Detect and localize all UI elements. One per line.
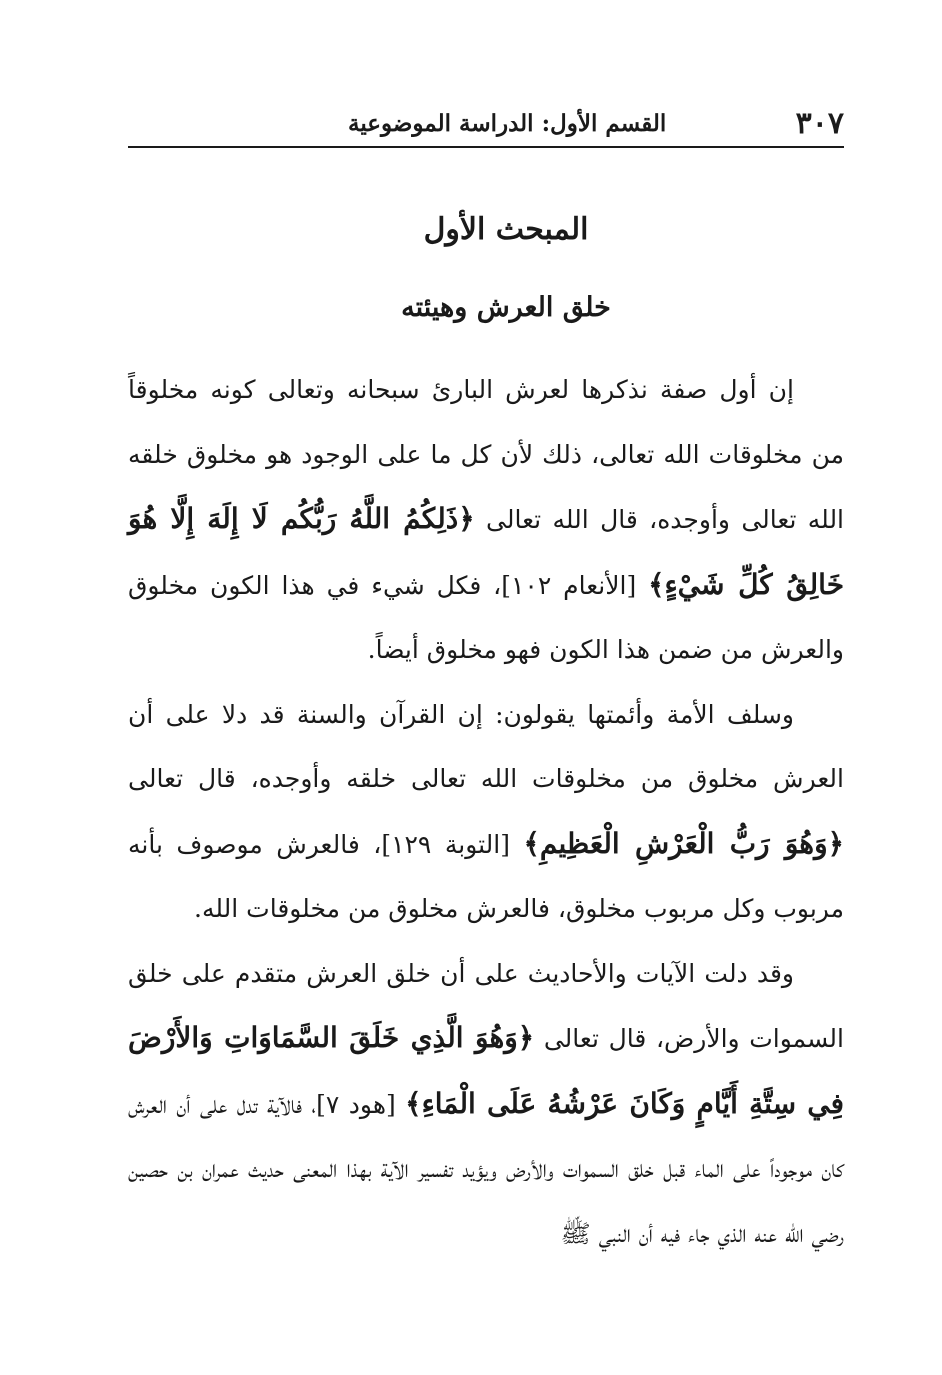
quran-verse: ﴿ذَلِكُمُ اللَّهُ رَبُّكُم لَا إِلَهَ إِلَّا هُوَ خَالِقُ كُلِّ شَيْءٍ﴾ xyxy=(128,502,844,601)
paragraph-text: وسلف الأمة وأئمتها يقولون: إن القرآن والسنة قد دلا على أن العرش مخلوق من مخلوقات الله تعالى خلقه وأوجده، قال تعالى xyxy=(128,699,844,793)
body-text xyxy=(128,358,844,1266)
quran-verse: ﴿وَهُوَ الَّذِي خَلَقَ السَّمَاوَاتِ وَالأَرْضَ فِي سِتَّةِ أَيَّامٍ وَكَانَ عَرْشُهُ عَلَى الْمَاءِ﴾ xyxy=(128,1021,845,1120)
page-header xyxy=(128,100,844,148)
chapter-title: المبحث الأول xyxy=(423,212,589,247)
quran-verse: ﴿وَهُوَ رَبُّ الْعَرْشِ الْعَظِيمِ﴾ xyxy=(523,826,844,860)
paragraph-3 xyxy=(128,942,844,1267)
page-number: ٣٠٧ xyxy=(795,105,844,141)
paragraph-text: [الأنعام ١٠٢]، فكل شيء في هذا الكون مخلوق والعرش من ضمن هذا الكون فهو مخلوق أيضاً. xyxy=(128,570,844,664)
paragraph-2 xyxy=(128,683,844,942)
paragraph-1 xyxy=(128,358,844,683)
paragraph-text: [هود ٧]، فالآية تدل على أن العرش كان موجوداً على الماء قبل خلق السموات والأرض ويؤيد تفسير الآية بهذا المعنى حديث عمران بن حصين رضي الله عنه الذي جاء فيه أن النبي ﷺ xyxy=(128,1089,844,1248)
paragraph-text: وقد دلت الآيات والأحاديث على أن خلق العرش متقدم على خلق السموات والأرض، قال تعالى xyxy=(128,958,844,1053)
running-title: القسم الأول: الدراسة الموضوعية xyxy=(348,109,667,137)
paragraph-text: إن أول صفة نذكرها لعرش البارئ سبحانه وتعالى كونه مخلوقاً من مخلوقات الله تعالى، ذلك لأن كل ما على الوجود هو مخلوق خلقه الله تعالى وأوجده، قال الله تعالى xyxy=(128,375,845,534)
section-title: خلق العرش وهيئته xyxy=(401,292,611,323)
paragraph-text: [التوبة ١٢٩]، فالعرش موصوف بأنه مربوب وكل مربوب مخلوق، فالعرش مخلوق من مخلوقات الله. xyxy=(128,829,844,923)
